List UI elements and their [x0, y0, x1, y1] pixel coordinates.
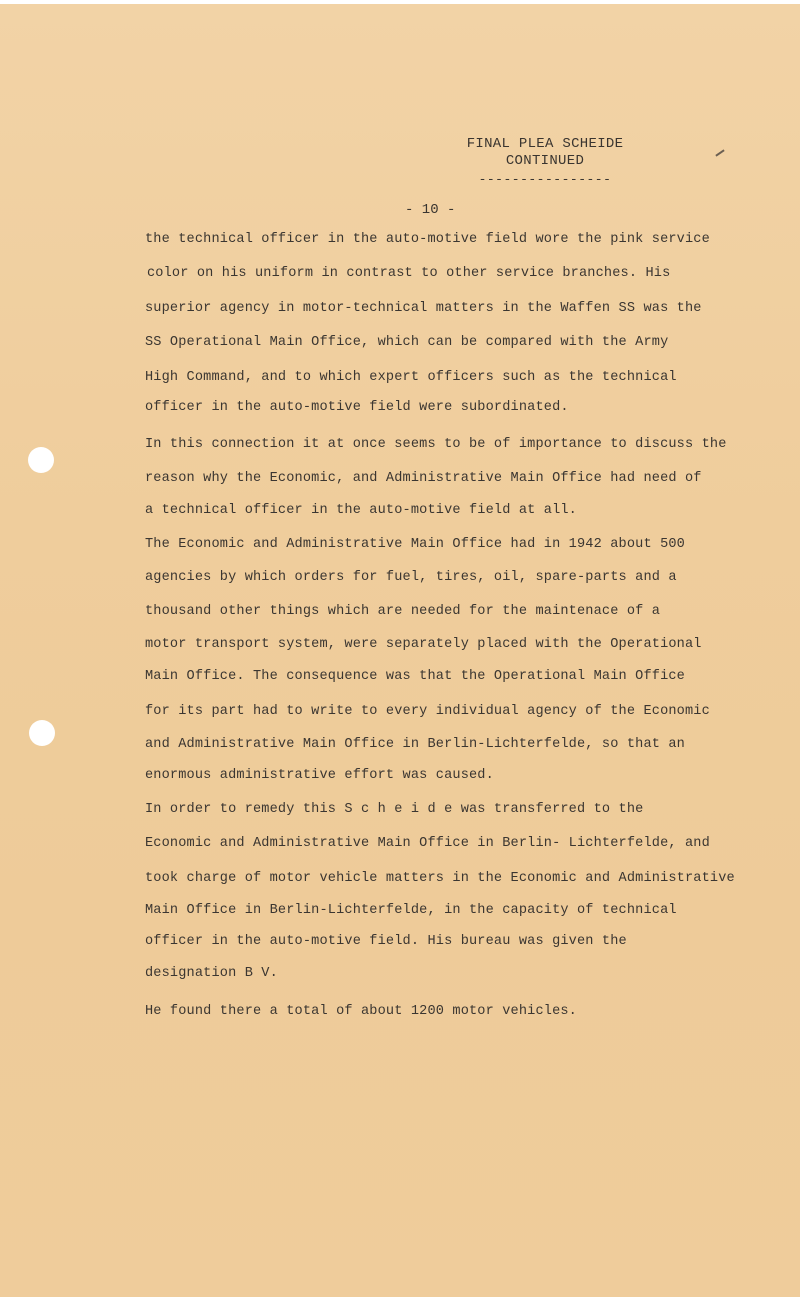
text-line: The Economic and Administrative Main Office had in 1942 about 500: [145, 537, 685, 552]
text-line: officer in the auto-motive field. His bureau was given the: [145, 934, 627, 949]
text-line: for its part had to write to every individual agency of the Economic: [145, 704, 710, 719]
pencil-mark: [715, 149, 724, 156]
text-line: took charge of motor vehicle matters in the Economic and Administrative: [145, 871, 735, 886]
header-rule: ----------------: [478, 172, 612, 187]
header-title: FINAL PLEA SCHEIDE: [466, 136, 624, 152]
text-line: agencies by which orders for fuel, tires, oil, spare-parts and a: [145, 570, 677, 585]
text-line: a technical officer in the auto-motive field at all.: [145, 503, 577, 518]
text-line: motor transport system, were separately placed with the Operational: [145, 637, 702, 652]
punch-hole-upper: [28, 447, 54, 473]
text-line: SS Operational Main Office, which can be compared with the Army: [145, 335, 669, 350]
text-line: and Administrative Main Office in Berlin-Lichterfelde, so that an: [145, 737, 685, 752]
text-line: color on his uniform in contrast to other service branches. His: [147, 266, 671, 281]
text-line: Main Office. The consequence was that the Operational Main Office: [145, 669, 685, 684]
text-line: Main Office in Berlin-Lichterfelde, in the capacity of technical: [145, 903, 677, 918]
text-line: thousand other things which are needed for the maintenace of a: [145, 604, 661, 619]
header-subtitle: CONTINUED: [505, 153, 585, 169]
text-line: reason why the Economic, and Administrative Main Office had need of: [145, 471, 702, 486]
text-line: Economic and Administrative Main Office in Berlin- Lichterfelde, and: [145, 836, 710, 851]
text-line: superior agency in motor-technical matters in the Waffen SS was the: [145, 301, 702, 316]
scan-edge-top: [0, 0, 800, 4]
text-line: High Command, and to which expert officers such as the technical: [145, 370, 677, 385]
document-header: [440, 136, 650, 188]
punch-hole-lower: [29, 720, 55, 746]
text-line: In this connection it at once seems to be of importance to discuss the: [145, 437, 727, 452]
text-line: officer in the auto-motive field were subordinated.: [145, 400, 569, 415]
text-line: He found there a total of about 1200 motor vehicles.: [145, 1004, 577, 1019]
text-line: In order to remedy this S c h e i d e was transferred to the: [145, 802, 644, 817]
text-line: the technical officer in the auto-motive field wore the pink service: [145, 232, 710, 247]
text-line: designation B V.: [145, 966, 278, 981]
text-line: enormous administrative effort was caused.: [145, 768, 494, 783]
page-number: - 10 -: [405, 202, 456, 218]
